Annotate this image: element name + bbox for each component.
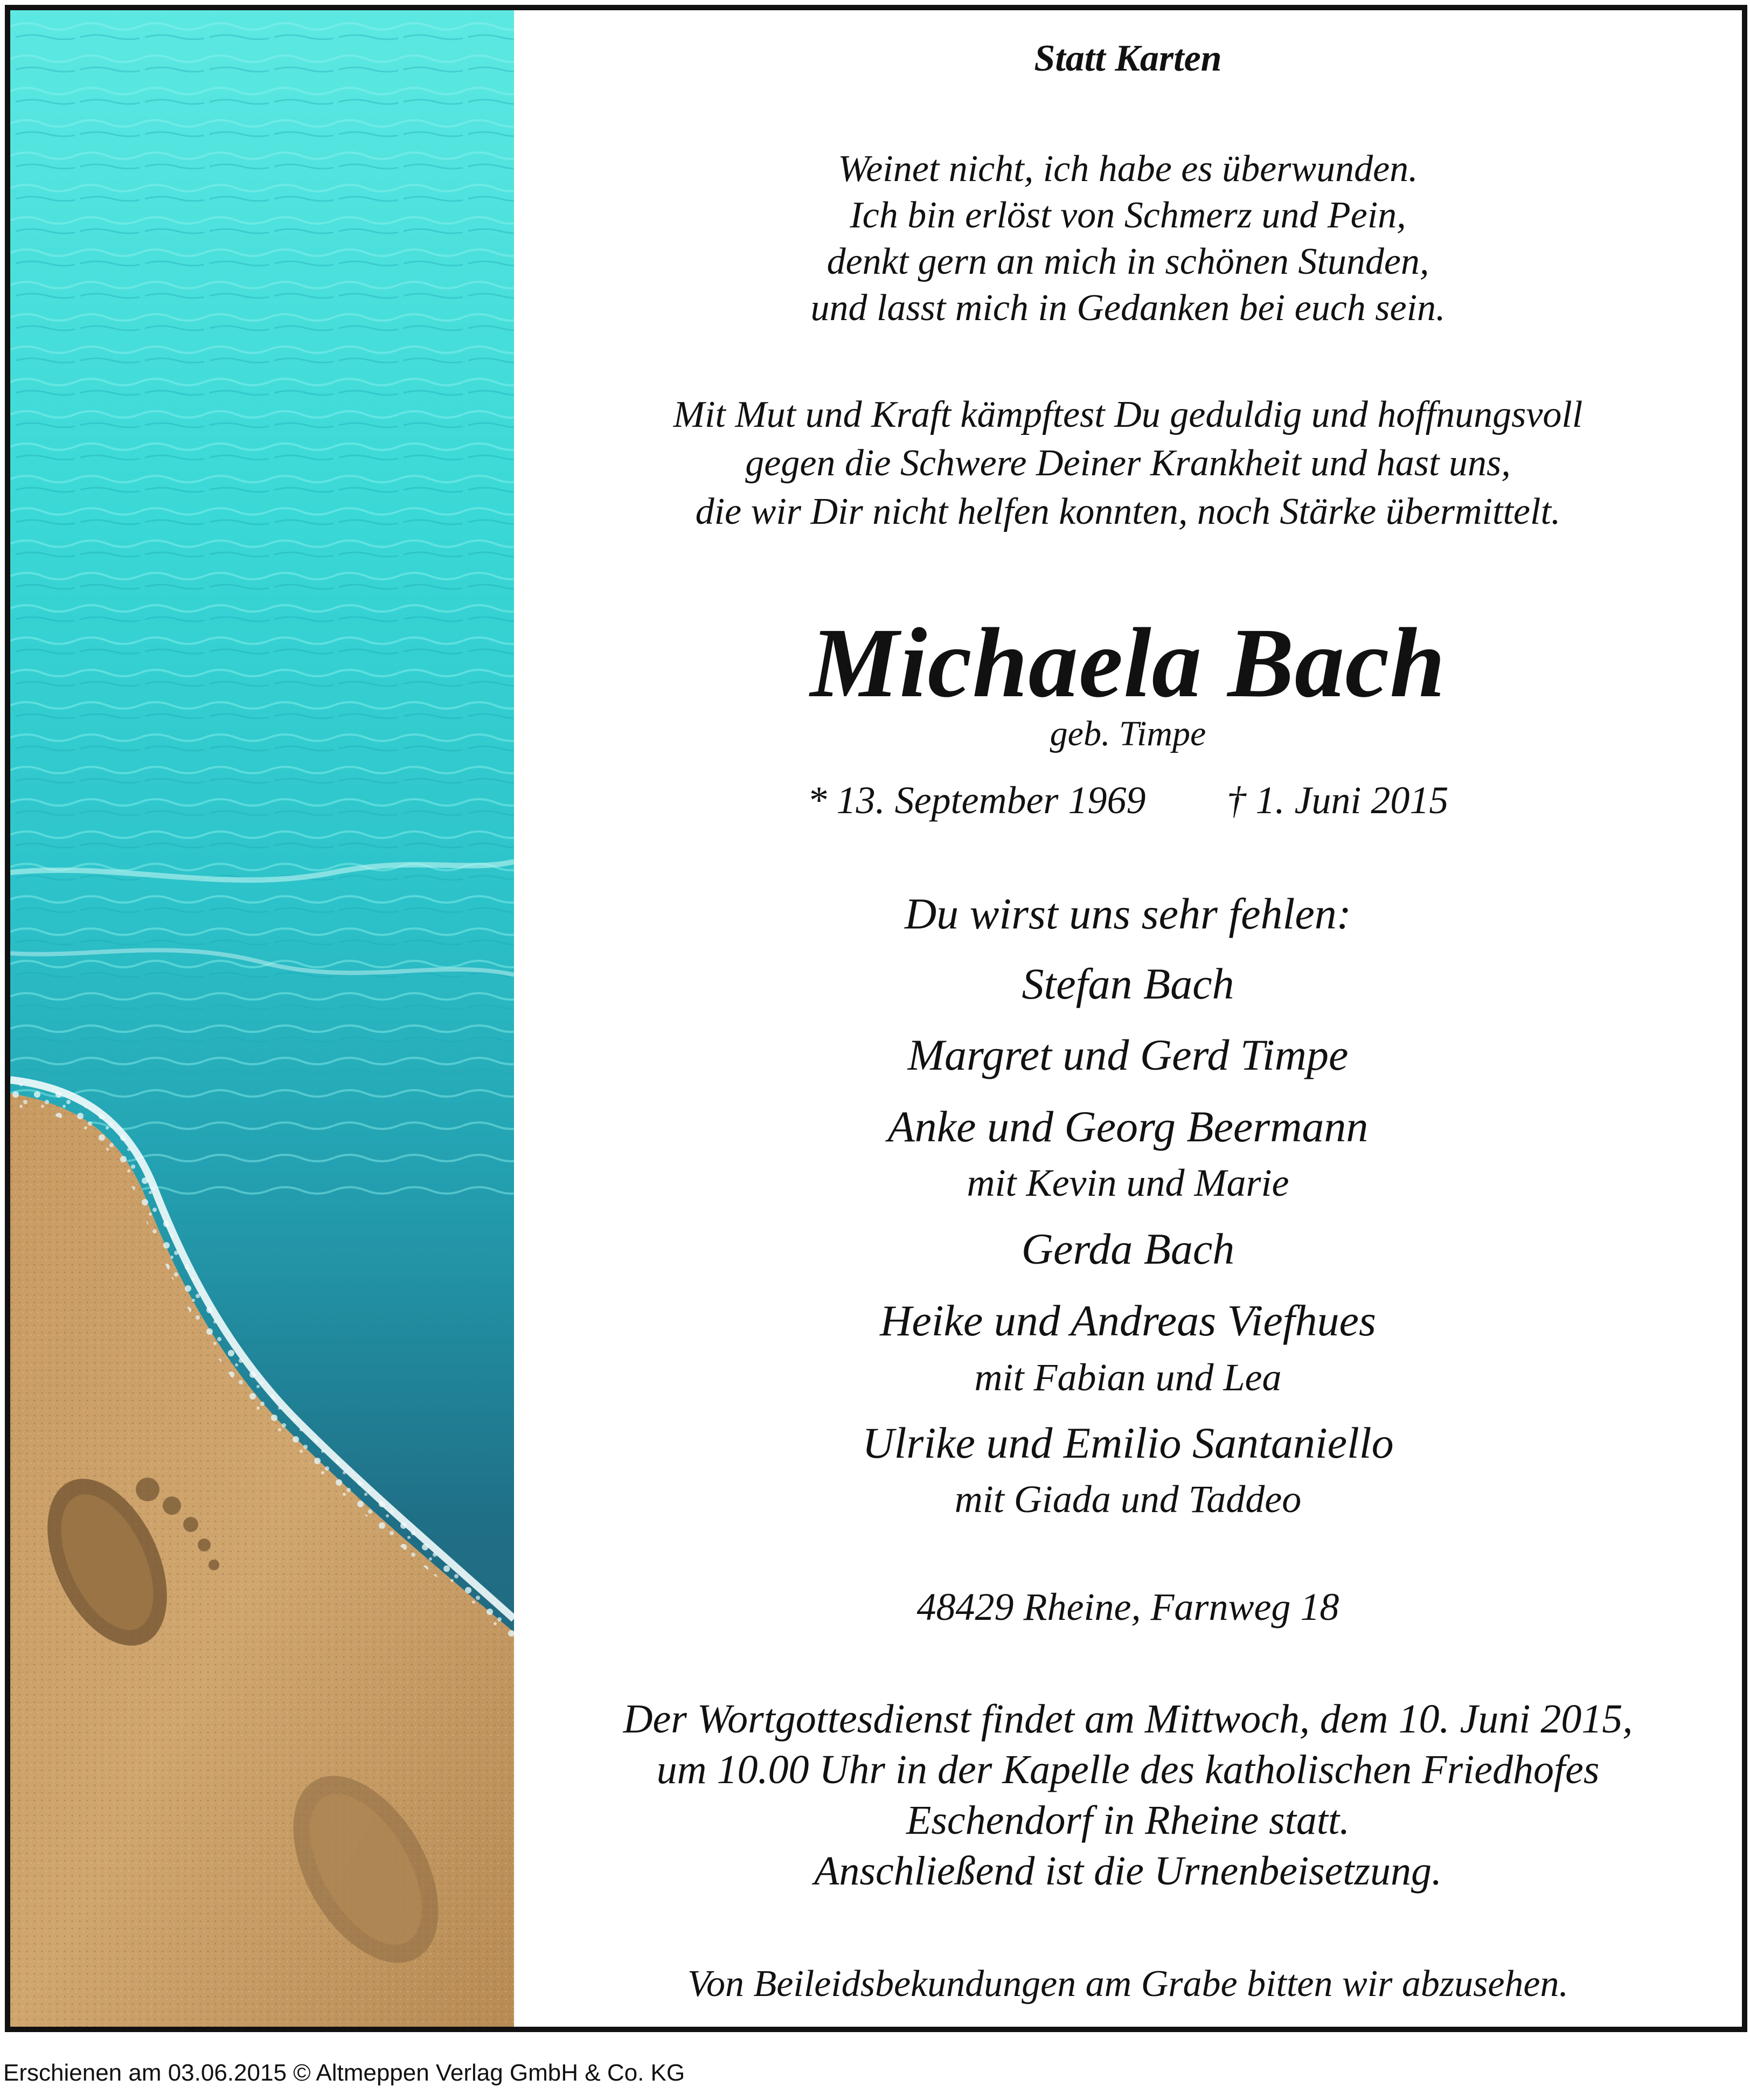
mourner-6-with: mit Giada und Taddeo xyxy=(954,1478,1302,1521)
tribute-line-3: die wir Dir nicht helfen konnten, noch Stärke übermittelt. xyxy=(695,491,1561,532)
poem-line-1: Weinet nicht, ich habe es überwunden. xyxy=(838,148,1418,190)
beach-footprints-photo xyxy=(10,10,514,2027)
mourner-1: Stefan Bach xyxy=(1022,959,1234,1008)
mourner-3-with: mit Kevin und Marie xyxy=(967,1161,1289,1204)
mourner-6: Ulrike und Emilio Santaniello xyxy=(862,1418,1394,1467)
poem-line-3: denkt gern an mich in schönen Stunden, xyxy=(827,241,1429,282)
poem-line-4: und lasst mich in Gedanken bei euch sein. xyxy=(810,287,1446,329)
deceased-name: Michaela Bach xyxy=(810,608,1446,718)
mourners-intro: Du wirst uns sehr fehlen: xyxy=(904,889,1352,938)
mourner-5: Heike und Andreas Viefhues xyxy=(880,1296,1376,1345)
beach-footprints-image xyxy=(10,10,514,2027)
obituary-frame xyxy=(5,5,1747,2032)
mourner-4: Gerda Bach xyxy=(1021,1224,1235,1273)
mourner-5-with: mit Fabian und Lea xyxy=(974,1356,1282,1399)
poem-line-2: Ich bin erlöst von Schmerz und Pein, xyxy=(850,195,1406,236)
birth-name: geb. Timpe xyxy=(1050,714,1206,753)
mourner-2: Margret und Gerd Timpe xyxy=(907,1030,1349,1079)
tribute-line-1: Mit Mut und Kraft kämpftest Du geduldig und hoffnungsvoll xyxy=(673,394,1583,435)
service-line-4: Anschließend ist die Urnenbeisetzung. xyxy=(814,1848,1442,1894)
tribute-line-2: gegen die Schwere Deiner Krankheit und hast uns, xyxy=(745,442,1511,484)
service-line-2: um 10.00 Uhr in der Kapelle des katholischen Friedhofes xyxy=(656,1747,1600,1792)
notice-heading: Statt Karten xyxy=(1034,38,1222,79)
life-dates xyxy=(514,778,1742,823)
death-date: † 1. Juni 2015 xyxy=(1226,779,1449,822)
service-line-1: Der Wortgottesdienst findet am Mittwoch, dem 10. Juni 2015, xyxy=(623,1696,1633,1742)
mourner-3: Anke und Georg Beermann xyxy=(887,1102,1369,1151)
address: 48429 Rheine, Farnweg 18 xyxy=(916,1585,1339,1628)
birth-date: * 13. September 1969 xyxy=(807,779,1146,822)
service-line-3: Eschendorf in Rheine statt. xyxy=(906,1798,1350,1843)
closing-note: Von Beileidsbekundungen am Grabe bitten wir abzusehen. xyxy=(687,1963,1569,2005)
obituary-text-column xyxy=(514,10,1742,2027)
publication-footer: Erschienen am 03.06.2015 © Altmeppen Verlag GmbH & Co. KG xyxy=(3,2060,685,2086)
